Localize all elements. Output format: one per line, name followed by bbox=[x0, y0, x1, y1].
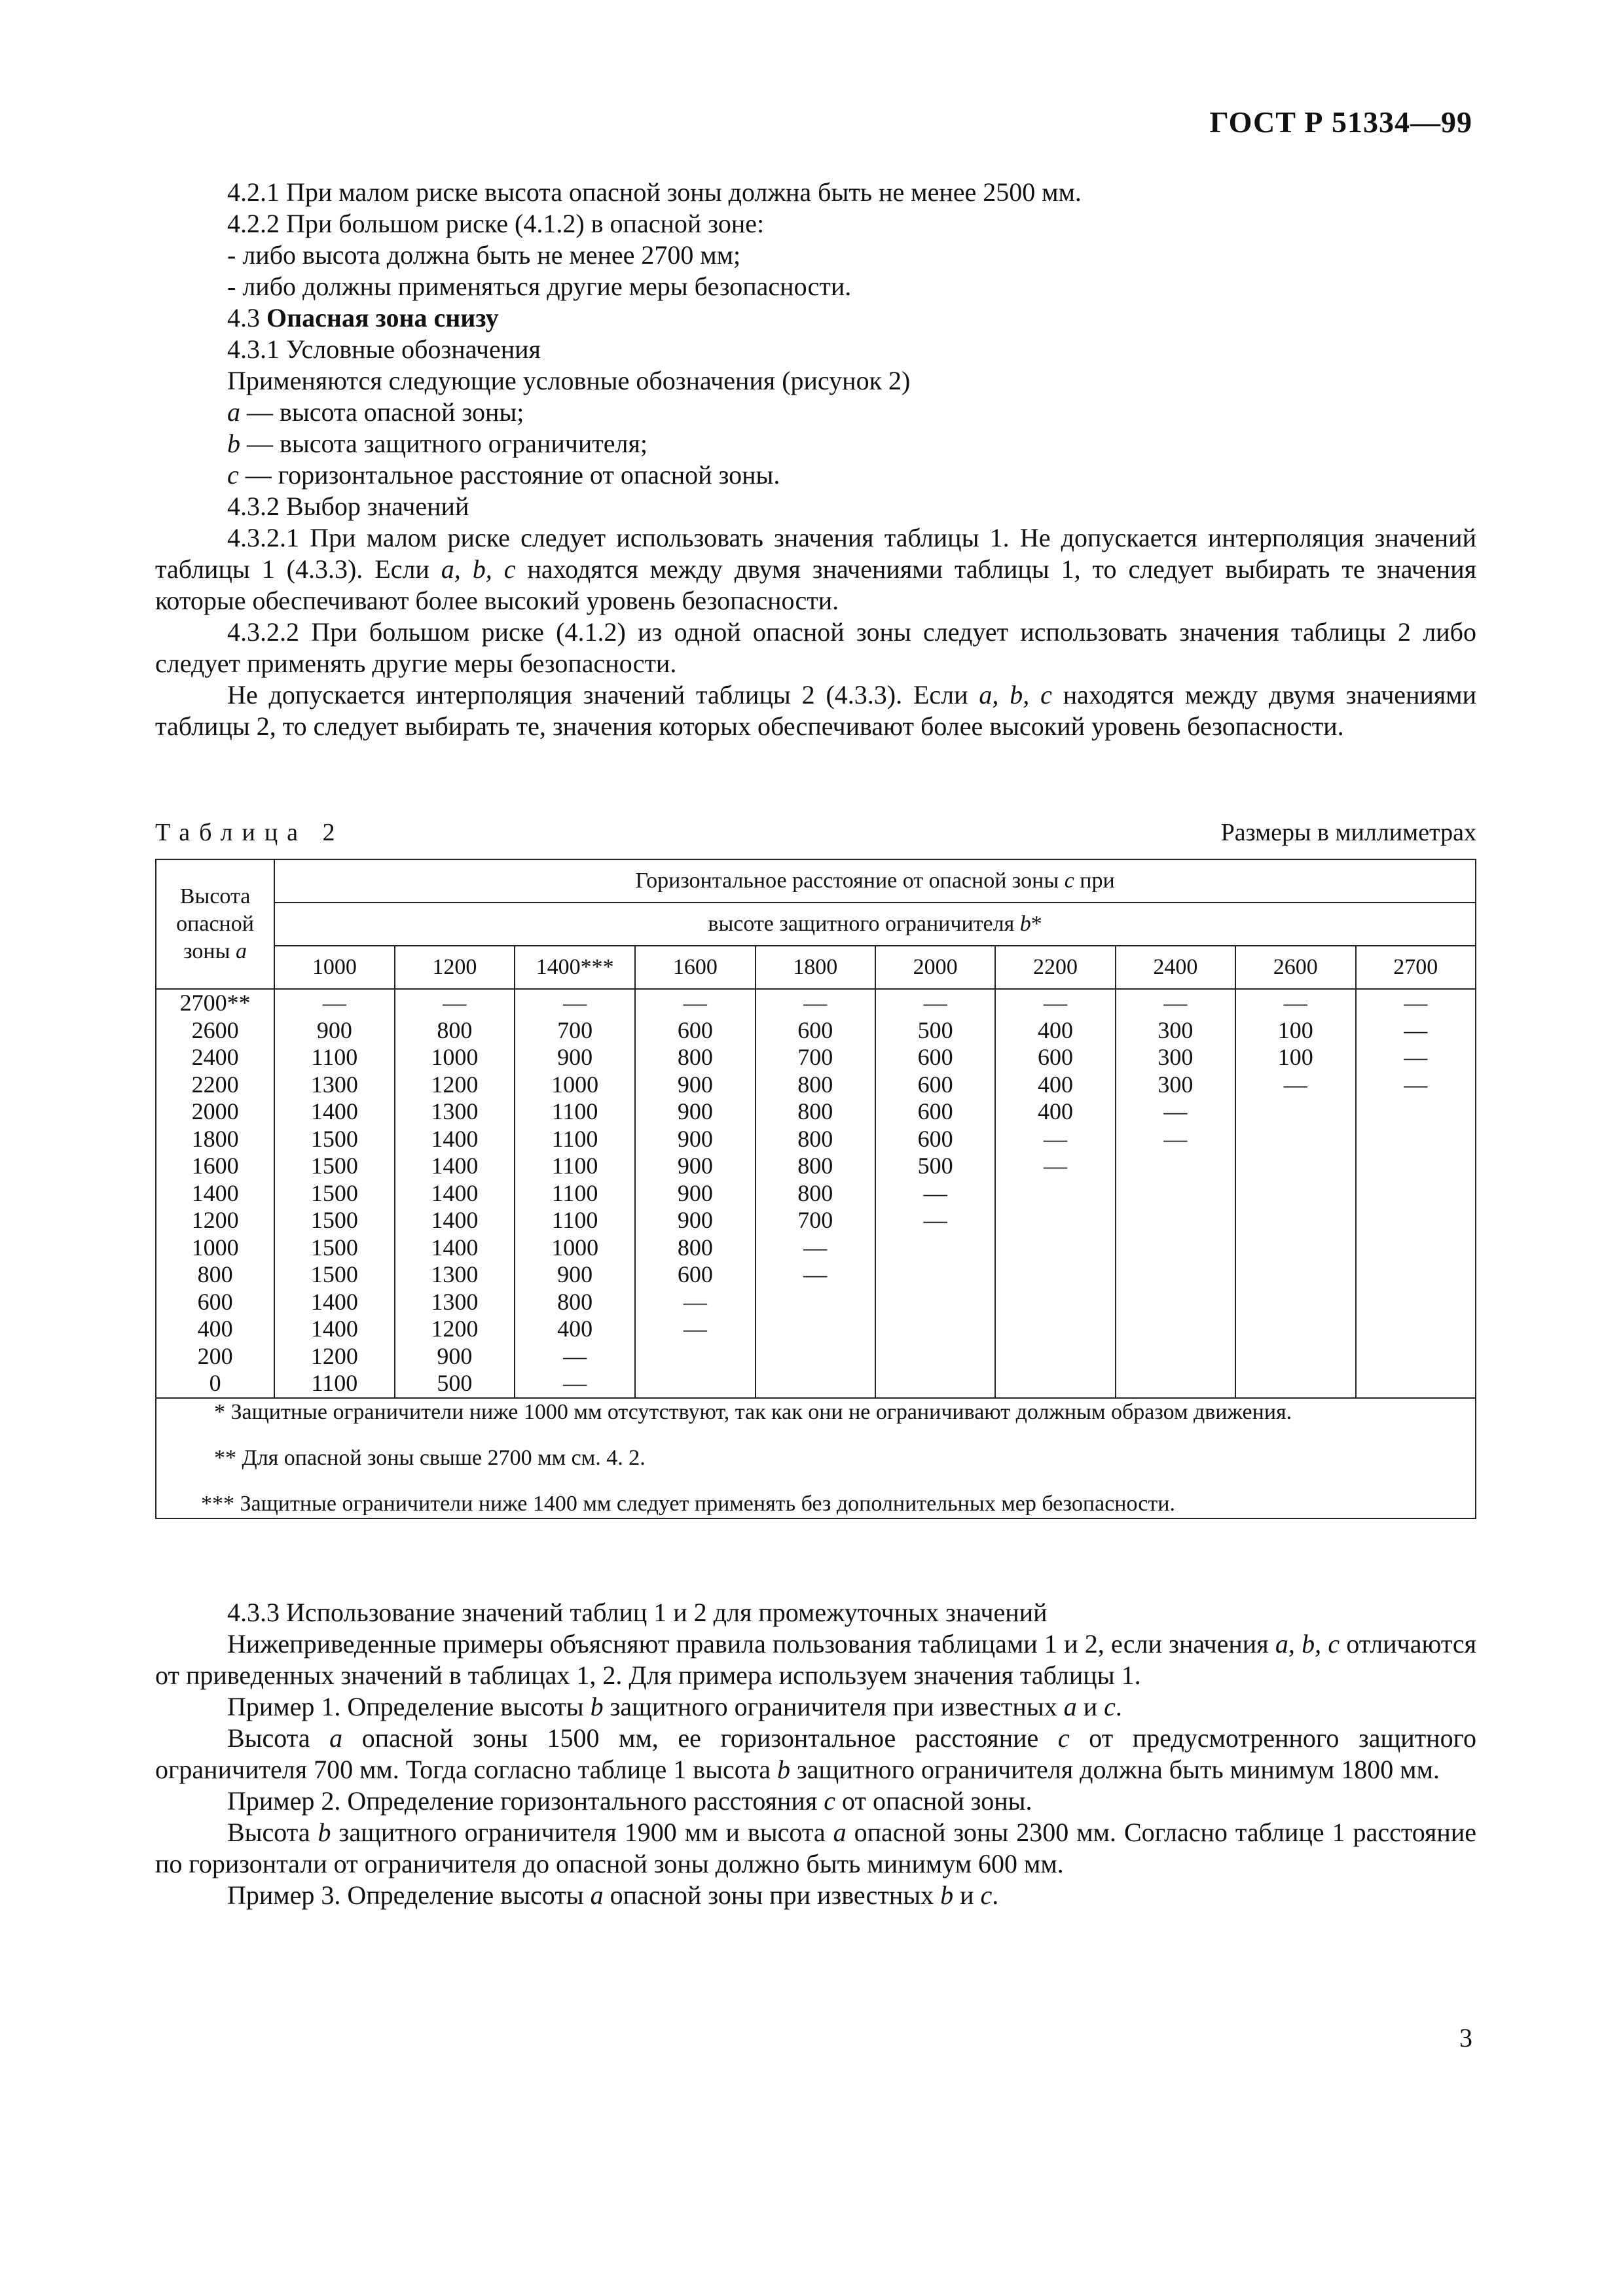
clause-4-2-1: 4.2.1 При малом риске высота опасной зоны должна быть не менее 2500 мм. bbox=[227, 177, 1082, 207]
column-header: 2200 bbox=[995, 946, 1115, 989]
value-column bbox=[875, 989, 995, 1398]
table-cell: — bbox=[1404, 1016, 1428, 1043]
column-header: 2000 bbox=[875, 946, 995, 989]
column-header: 2400 bbox=[1116, 946, 1235, 989]
table-cell: 500 bbox=[437, 1370, 473, 1396]
table-2 bbox=[155, 859, 1476, 1519]
table-cell: 1300 bbox=[431, 1288, 479, 1315]
table-cell: 100 bbox=[1277, 1044, 1313, 1070]
table-cell: 800 bbox=[797, 1125, 833, 1152]
table-cell: 600 bbox=[677, 1261, 713, 1287]
table-cell: 500 bbox=[917, 1016, 953, 1043]
table-cell: 900 bbox=[677, 1153, 713, 1179]
note-3: *** Защитные ограничители ниже 1400 мм следует применять без дополнительных мер безопасности. bbox=[201, 1491, 1175, 1516]
text-run: Пример 1. Определение высоты bbox=[227, 1692, 591, 1721]
value-column bbox=[395, 989, 515, 1398]
table-cell: 600 bbox=[1038, 1044, 1074, 1070]
text-run: отличаются от приведенных значений в таблицах 1, 2. Для примера используем значения таблицы 1. bbox=[155, 1629, 1476, 1690]
corner-header bbox=[156, 859, 274, 989]
definition-text: — высота опасной зоны; bbox=[240, 397, 524, 427]
table-cell: 600 bbox=[917, 1125, 953, 1152]
symbol: b bbox=[590, 1692, 604, 1721]
note-1: * Защитные ограничители ниже 1000 мм отсутствуют, так как они не ограничивают должным образом движения. bbox=[214, 1399, 1292, 1424]
symbol: c bbox=[824, 1786, 835, 1816]
table-cell: 800 bbox=[437, 1016, 473, 1043]
table-cell: — bbox=[923, 990, 947, 1016]
text-run: защитного ограничителя должна быть минимум 1800 мм. bbox=[790, 1755, 1440, 1784]
after-table-section bbox=[155, 1597, 1476, 1911]
table-cell: 1400 bbox=[310, 1288, 358, 1315]
table-cell: 800 bbox=[797, 1071, 833, 1098]
table-cell: 900 bbox=[677, 1207, 713, 1233]
table-cell: — bbox=[1283, 1071, 1307, 1098]
column-header: 1000 bbox=[274, 946, 394, 989]
table-cell: 1200 bbox=[431, 1071, 479, 1098]
table-cell: 1400 bbox=[310, 1098, 358, 1124]
column-header: 2600 bbox=[1235, 946, 1355, 989]
text-run: Пример 3. Определение высоты bbox=[227, 1880, 591, 1910]
table-caption: Таблица 2 bbox=[155, 819, 344, 846]
symbol: b bbox=[318, 1818, 331, 1847]
table-cell: 1100 bbox=[551, 1125, 598, 1152]
example-3-title bbox=[155, 1880, 1476, 1911]
height-column bbox=[156, 989, 274, 1398]
table-cell: — bbox=[1404, 1044, 1428, 1070]
table-cell: — bbox=[803, 1261, 828, 1287]
table-cell: 1100 bbox=[551, 1179, 598, 1206]
height-value: 1800 bbox=[191, 1125, 239, 1152]
value-column bbox=[1235, 989, 1355, 1398]
text-run: и bbox=[1076, 1692, 1104, 1721]
height-value: 1200 bbox=[191, 1207, 239, 1233]
text-run: опасной зоны 2300 мм. Согласно таблице 1 расстояние по горизонтали от ограничителя до опасной зоны должно быть минимум 600 мм. bbox=[155, 1818, 1476, 1878]
header-guard-height bbox=[274, 903, 1476, 946]
table-cell: 1400 bbox=[431, 1179, 479, 1206]
table-body bbox=[156, 989, 1476, 1398]
column-header: 1400*** bbox=[515, 946, 635, 989]
symbol: c bbox=[1104, 1692, 1116, 1721]
table-cell: 900 bbox=[437, 1342, 473, 1369]
table-cell: — bbox=[1044, 990, 1068, 1016]
definition-text: — горизонтальное расстояние от опасной зоны. bbox=[238, 460, 780, 490]
table-cell: 800 bbox=[677, 1234, 713, 1261]
table-cell: 1500 bbox=[310, 1179, 358, 1206]
clause-4-2-2: 4.2.2 При большом риске (4.1.2) в опасной зоне: bbox=[227, 209, 765, 238]
text-run: защитного ограничителя 1900 мм и высота bbox=[331, 1818, 833, 1847]
value-column bbox=[995, 989, 1115, 1398]
table-cell: 400 bbox=[1038, 1098, 1074, 1124]
table-cell: 1400 bbox=[431, 1234, 479, 1261]
column-header: 1200 bbox=[395, 946, 515, 989]
list-item: - либо высота должна быть не менее 2700 мм; bbox=[227, 240, 741, 270]
symbol: c bbox=[1064, 869, 1074, 893]
value-column bbox=[515, 989, 635, 1398]
table-cell: 900 bbox=[677, 1179, 713, 1206]
text-run: . bbox=[1115, 1692, 1122, 1721]
text-run: Горизонтальное расстояние от опасной зоны bbox=[635, 869, 1065, 893]
table-cell: 1000 bbox=[431, 1044, 479, 1070]
table-cell: 1500 bbox=[310, 1125, 358, 1152]
column-header: 2700 bbox=[1356, 946, 1476, 989]
table-cell: 300 bbox=[1158, 1071, 1194, 1098]
example-2-title bbox=[155, 1785, 1476, 1817]
definition-c bbox=[155, 459, 1476, 491]
text-run: от опасной зоны. bbox=[835, 1786, 1032, 1816]
symbol: b bbox=[227, 429, 240, 458]
table-cell: — bbox=[1044, 1153, 1068, 1179]
height-value: 400 bbox=[197, 1316, 233, 1342]
height-value: 200 bbox=[197, 1342, 233, 1369]
table-cell: 1500 bbox=[310, 1261, 358, 1287]
symbol: b bbox=[940, 1880, 954, 1910]
symbol: a, b, c bbox=[979, 680, 1052, 709]
symbol: c bbox=[980, 1880, 993, 1910]
height-value: 2600 bbox=[191, 1016, 239, 1043]
symbol: a, b, c bbox=[441, 554, 516, 584]
symbol: a, b, c bbox=[1275, 1629, 1340, 1659]
symbol: a bbox=[329, 1723, 343, 1753]
table-cell: — bbox=[683, 1288, 707, 1315]
table-cell: 500 bbox=[917, 1153, 953, 1179]
text-run: . bbox=[992, 1880, 999, 1910]
height-value: 1000 bbox=[191, 1234, 239, 1261]
column-header: 1600 bbox=[635, 946, 755, 989]
symbol: a bbox=[590, 1880, 604, 1910]
text-run: Высота bbox=[227, 1723, 330, 1753]
symbol: a bbox=[833, 1818, 847, 1847]
table-cell: 900 bbox=[557, 1261, 593, 1287]
text-run: Пример 2. Определение горизонтального расстояния bbox=[227, 1786, 824, 1816]
table-cell: — bbox=[1404, 1071, 1428, 1098]
table-cell: — bbox=[803, 1234, 828, 1261]
table-cell: 900 bbox=[677, 1071, 713, 1098]
table-cell: 900 bbox=[677, 1098, 713, 1124]
table-units: Размеры в миллиметрах bbox=[1220, 819, 1476, 846]
table-cell: 300 bbox=[1158, 1016, 1194, 1043]
table-cell: — bbox=[443, 990, 467, 1016]
table-cell: 1500 bbox=[310, 1234, 358, 1261]
table-cell: 600 bbox=[917, 1071, 953, 1098]
text-run: опасной зоны 1500 мм, ее горизонтальное расстояние bbox=[342, 1723, 1058, 1753]
table-cell: 800 bbox=[557, 1288, 593, 1315]
table-cell: 1400 bbox=[431, 1125, 479, 1152]
text-run: высоте защитного ограничителя bbox=[708, 912, 1020, 936]
text-run: от предусмотренного защитного ограничителя 700 мм. Тогда согласно таблице 1 высота bbox=[155, 1723, 1477, 1784]
example-2-text bbox=[155, 1817, 1476, 1880]
value-column bbox=[1116, 989, 1235, 1398]
table-cell: 1000 bbox=[551, 1071, 599, 1098]
height-value: 1600 bbox=[191, 1153, 239, 1179]
table-cell: 600 bbox=[917, 1044, 953, 1070]
table-cell: — bbox=[1163, 990, 1188, 1016]
corner-line: опасной bbox=[176, 912, 254, 936]
table-cell: — bbox=[563, 990, 587, 1016]
table-cell: 900 bbox=[557, 1044, 593, 1070]
table-cell: 400 bbox=[1038, 1016, 1074, 1043]
clause-4-3-1: 4.3.1 Условные обозначения bbox=[227, 334, 541, 364]
table-cell: — bbox=[1404, 990, 1428, 1016]
height-value: 600 bbox=[197, 1288, 233, 1315]
symbol: a bbox=[227, 397, 240, 427]
corner-line: зоны bbox=[183, 939, 236, 963]
table-cell: — bbox=[683, 1316, 707, 1342]
page-number: 3 bbox=[1459, 2023, 1472, 2053]
table-cell: — bbox=[563, 1342, 587, 1369]
symbol: b bbox=[776, 1755, 790, 1784]
table-cell: 1100 bbox=[551, 1153, 598, 1179]
table-cell: 1300 bbox=[431, 1098, 479, 1124]
table-cell: 1300 bbox=[431, 1261, 479, 1287]
text-run: и bbox=[953, 1880, 981, 1910]
clause-4-3-2: 4.3.2 Выбор значений bbox=[227, 492, 469, 521]
paragraph: Применяются следующие условные обозначения (рисунок 2) bbox=[227, 366, 911, 395]
table-cell: 700 bbox=[797, 1207, 833, 1233]
table-cell: 400 bbox=[1038, 1071, 1074, 1098]
height-value: 1400 bbox=[191, 1179, 239, 1206]
definition-a bbox=[155, 397, 1476, 428]
table-cell: 800 bbox=[797, 1179, 833, 1206]
text-run: 4.3.2.1 При малом риске следует использовать значения таблицы 1. Не допускается интерполяция значений таблицы 1 (4.3.3). Если bbox=[155, 523, 1476, 584]
paragraph bbox=[155, 1628, 1476, 1691]
height-value: 2200 bbox=[191, 1071, 239, 1098]
section-number: 4.3 bbox=[227, 303, 266, 332]
table-cell: — bbox=[1163, 1125, 1188, 1152]
height-value: 2700** bbox=[179, 990, 251, 1016]
table-cell: 800 bbox=[797, 1098, 833, 1124]
table-cell: 1300 bbox=[310, 1071, 358, 1098]
section-title: Опасная зона снизу bbox=[266, 303, 499, 332]
table-cell: 1100 bbox=[311, 1370, 358, 1396]
table-cell: — bbox=[803, 990, 828, 1016]
table-cell: 1200 bbox=[310, 1342, 358, 1369]
table-cell: — bbox=[1163, 1098, 1188, 1124]
value-column bbox=[635, 989, 755, 1398]
height-value: 2400 bbox=[191, 1044, 239, 1070]
table-cell: — bbox=[1044, 1125, 1068, 1152]
table-cell: 600 bbox=[917, 1098, 953, 1124]
text-run: * bbox=[1030, 912, 1042, 936]
value-column bbox=[274, 989, 394, 1398]
paragraph bbox=[155, 679, 1476, 742]
height-value: 800 bbox=[197, 1261, 233, 1287]
table-cell: — bbox=[322, 990, 346, 1016]
text-run: опасной зоны при известных bbox=[603, 1880, 941, 1910]
text-run: Нижеприведенные примеры объясняют правила пользования таблицами 1 и 2, если значения bbox=[227, 1629, 1275, 1659]
height-value: 2000 bbox=[191, 1098, 239, 1124]
text-run: находятся между двумя значениями таблицы 2, то следует выбирать те, значения которых обеспечивают более высокий уровень безопасности. bbox=[155, 680, 1476, 741]
table-notes bbox=[156, 1398, 1476, 1518]
table-cell: 1200 bbox=[431, 1316, 479, 1342]
table-cell: 300 bbox=[1158, 1044, 1194, 1070]
example-1-text bbox=[155, 1723, 1476, 1785]
table-cell: 600 bbox=[797, 1016, 833, 1043]
symbol: a bbox=[1063, 1692, 1077, 1721]
table-cell: 800 bbox=[677, 1044, 713, 1070]
table-cell: 1500 bbox=[310, 1207, 358, 1233]
symbol: b bbox=[1019, 912, 1031, 936]
table-cell: 600 bbox=[677, 1016, 713, 1043]
clause-4-3-3: 4.3.3 Использование значений таблиц 1 и 2 для промежуточных значений bbox=[227, 1598, 1048, 1627]
table-cell: 1400 bbox=[310, 1316, 358, 1342]
example-1-title bbox=[155, 1691, 1476, 1723]
definition-text: — высота защитного ограничителя; bbox=[240, 429, 647, 458]
table-cell: 700 bbox=[557, 1016, 593, 1043]
text-run: защитного ограничителя при известных bbox=[603, 1692, 1064, 1721]
list-item: - либо должны применяться другие меры безопасности. bbox=[227, 272, 852, 301]
symbol: c bbox=[1057, 1723, 1070, 1753]
clause-4-3-2-1 bbox=[155, 522, 1476, 617]
table-cell: 900 bbox=[677, 1125, 713, 1152]
table-cell: 400 bbox=[557, 1316, 593, 1342]
table-cell: 100 bbox=[1277, 1016, 1313, 1043]
symbol: a bbox=[235, 939, 247, 963]
table-cell: 1100 bbox=[551, 1207, 598, 1233]
column-header: 1800 bbox=[756, 946, 875, 989]
section-4-3-title bbox=[155, 302, 1476, 334]
table-cell: — bbox=[1283, 990, 1307, 1016]
table-cell: — bbox=[923, 1207, 947, 1233]
table-cell: 900 bbox=[316, 1016, 352, 1043]
table-caption-row bbox=[155, 818, 1476, 850]
table-cell: 1100 bbox=[311, 1044, 358, 1070]
table-cell: 1000 bbox=[551, 1234, 599, 1261]
table-cell: 1400 bbox=[431, 1153, 479, 1179]
header-distance bbox=[274, 859, 1476, 903]
document-id: ГОСТ Р 51334—99 bbox=[1209, 105, 1472, 139]
value-column bbox=[756, 989, 875, 1398]
height-value: 0 bbox=[209, 1370, 221, 1396]
text-run: при bbox=[1074, 869, 1115, 893]
text-run: Не допускается интерполяция значений таблицы 2 (4.3.3). Если bbox=[227, 680, 979, 709]
table-cell: — bbox=[683, 990, 707, 1016]
table-cell: — bbox=[563, 1370, 587, 1396]
text-run: находятся между двумя значениями таблицы 1, то следует выбирать те значения которые обеспечивают более высокий уровень безопасности. bbox=[155, 554, 1476, 615]
clause-4-3-2-2: 4.3.2.2 При большом риске (4.1.2) из одной опасной зоны следует использовать значения таблицы 2 либо следует применять другие меры безопасности. bbox=[155, 617, 1476, 678]
column-headers bbox=[156, 946, 1476, 989]
table-cell: 1500 bbox=[310, 1153, 358, 1179]
table-cell: 1100 bbox=[551, 1098, 598, 1124]
corner-line: Высота bbox=[179, 884, 251, 908]
note-2: ** Для опасной зоны свыше 2700 мм см. 4. 2. bbox=[214, 1445, 646, 1470]
definition-b bbox=[155, 428, 1476, 459]
intro-section bbox=[155, 177, 1476, 742]
table-cell: — bbox=[923, 1179, 947, 1206]
table-cell: 800 bbox=[797, 1153, 833, 1179]
text-run: Высота bbox=[227, 1818, 318, 1847]
value-column bbox=[1356, 989, 1476, 1398]
symbol: c bbox=[227, 460, 239, 490]
table-cell: 700 bbox=[797, 1044, 833, 1070]
table-cell: 1400 bbox=[431, 1207, 479, 1233]
